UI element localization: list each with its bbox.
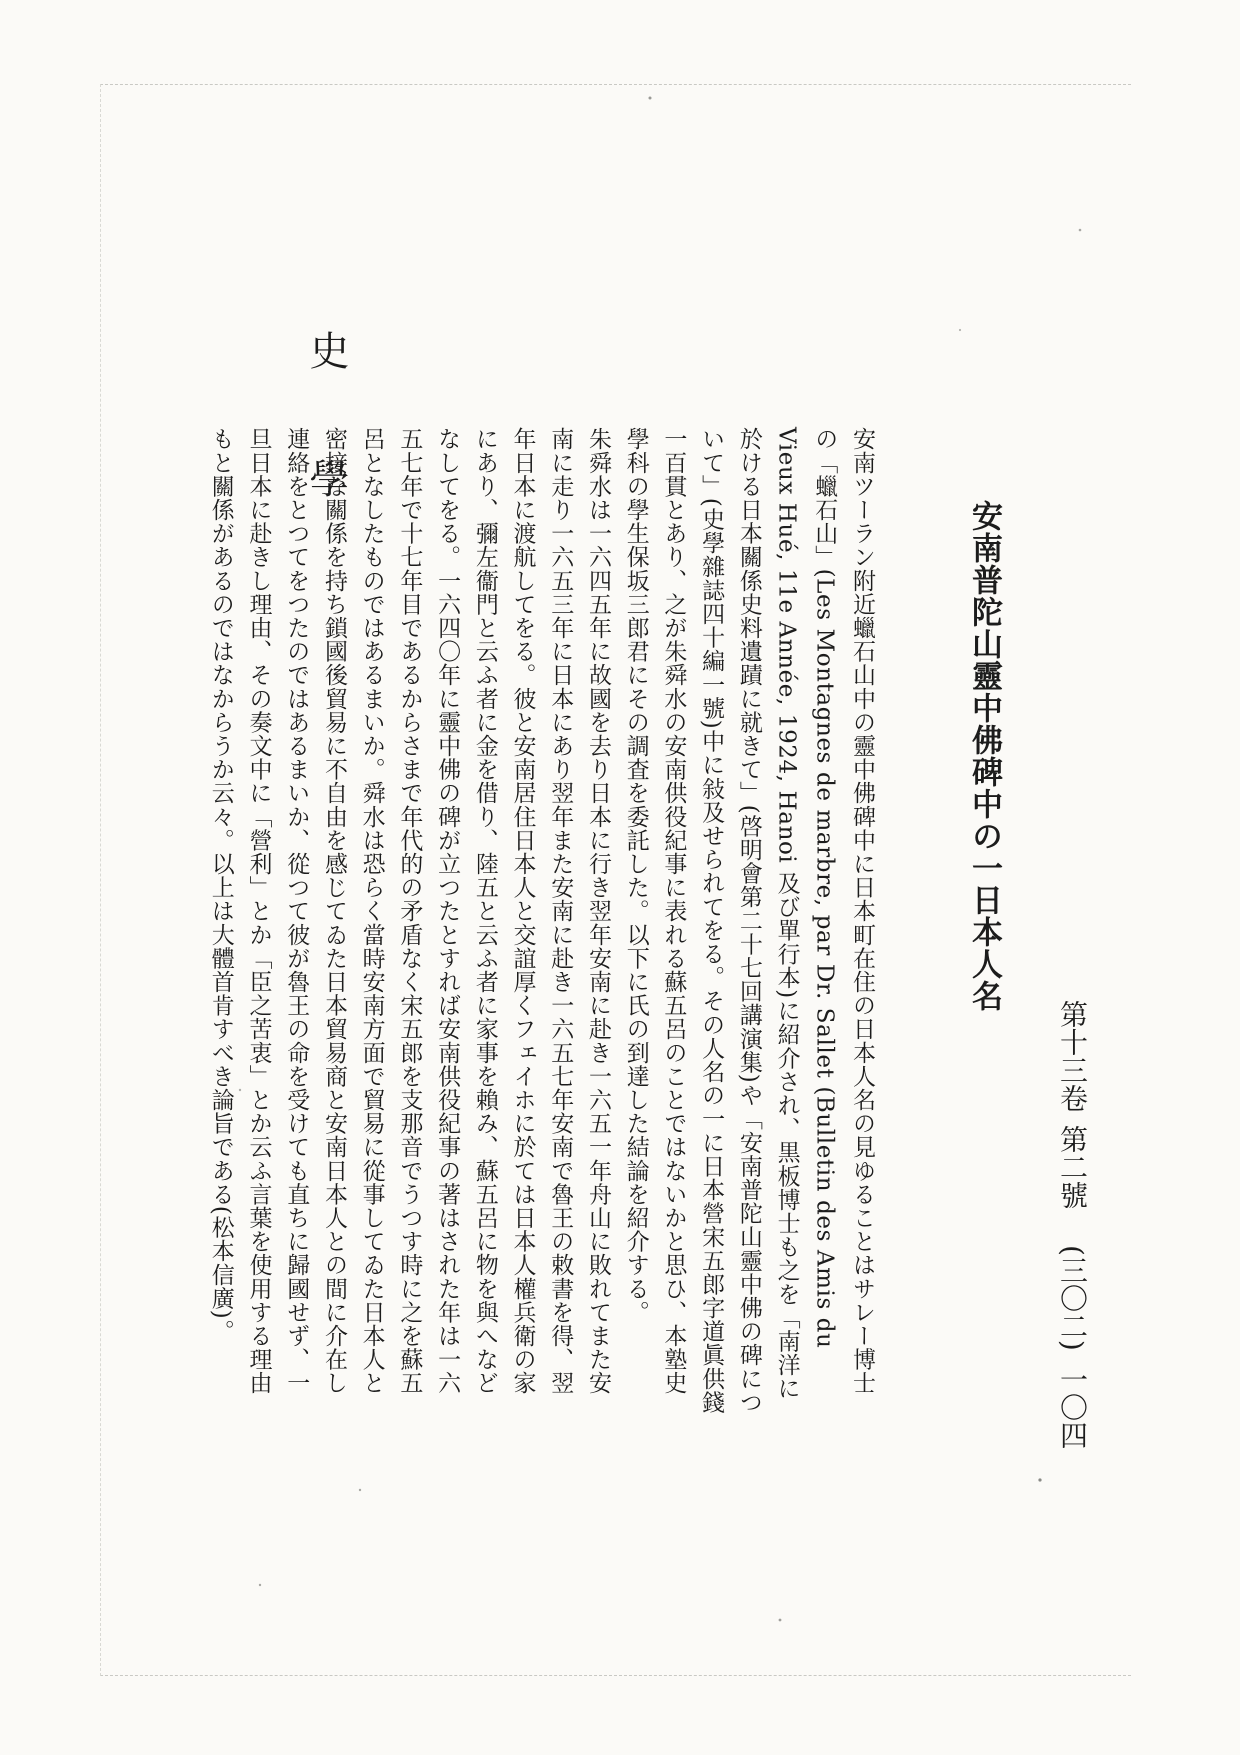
volume-number: 第十三卷 bbox=[1056, 1000, 1089, 1112]
journal-name: 史 學 bbox=[303, 330, 349, 522]
article-title: 安南普陀山靈中佛碑中の一日本人名 bbox=[966, 500, 1002, 1012]
article-body bbox=[200, 404, 880, 1414]
issue-number: 第二號 bbox=[1056, 1125, 1089, 1209]
paragraph-1: 安南ツーラン附近蠟石山中の靈中佛碑中に日本町在住の日本人名の見ゆることはサレー博士の「蠟石山」(Les Montagnes de marbre, par Dr. Sallet (Bulletin des Amis du Vieux Hué, 11e Année, 1924, Hanoi 及び單行本)に紹介され、黒板博士も之を「南洋に於ける日本關係史料遺蹟に就きて」(啓明會第二十七回講演集)や「安南普陀山靈中佛の碑について」(史學雜誌四十編一號)中に敍及せられてをる。その人名の一に日本營宋五郎字道眞供錢一百貫とあり、之が朱舜水の安南供役紀事に表れる蘇五呂のことではないかと思ひ、本塾史學科の學生保坂三郎君にその調査を委託した。以下に氏の到達した結論を紹介する。 bbox=[622, 427, 875, 1414]
sequence-number: (三〇二) bbox=[1056, 1245, 1089, 1351]
page-number: 一〇四 bbox=[1056, 1365, 1089, 1449]
paragraph-2: 朱舜水は一六四五年に故國を去り日本に行き翌年安南に赴き一六五一年舟山に敗れてまた安南に走り一六五三年に日本にあり翌年また安南に赴き一六五七年安南で魯王の敕書を得、翌年日本に渡航してをる。彼と安南居住日本人と交誼厚くフェイホに於ては日本人權兵衛の家にあり、彌左衞門と云ふ者に金を借り、陸五と云ふ者に家事を賴み、蘇五呂に物を與へなどなしてをる。一六四〇年に靈中佛の碑が立つたとすれば安南供役紀事の著はされた年は一六五七年で十七年目であるからさまで年代的の矛盾なく宋五郎を支那音でうつす時に之を蘇五呂となしたものではあるまいか。舜水は恐らく當時安南方面で貿易に從事してゐた日本人と密接な關係を持ち鎖國後貿易に不自由を感じてゐた日本貿易商と安南日本人との間に介在し連絡をとつてをつたのではあるまいか、從つて彼が魯王の命を受けても直ちに歸國せず、一旦日本に赴きし理由、その奏文中に「營利」とか「臣之苦衷」とか云ふ言葉を使用する理由もと關係があるのではなからうか云々。以上は大體首肯すべき論旨である(松本信廣)。 bbox=[207, 427, 611, 1395]
